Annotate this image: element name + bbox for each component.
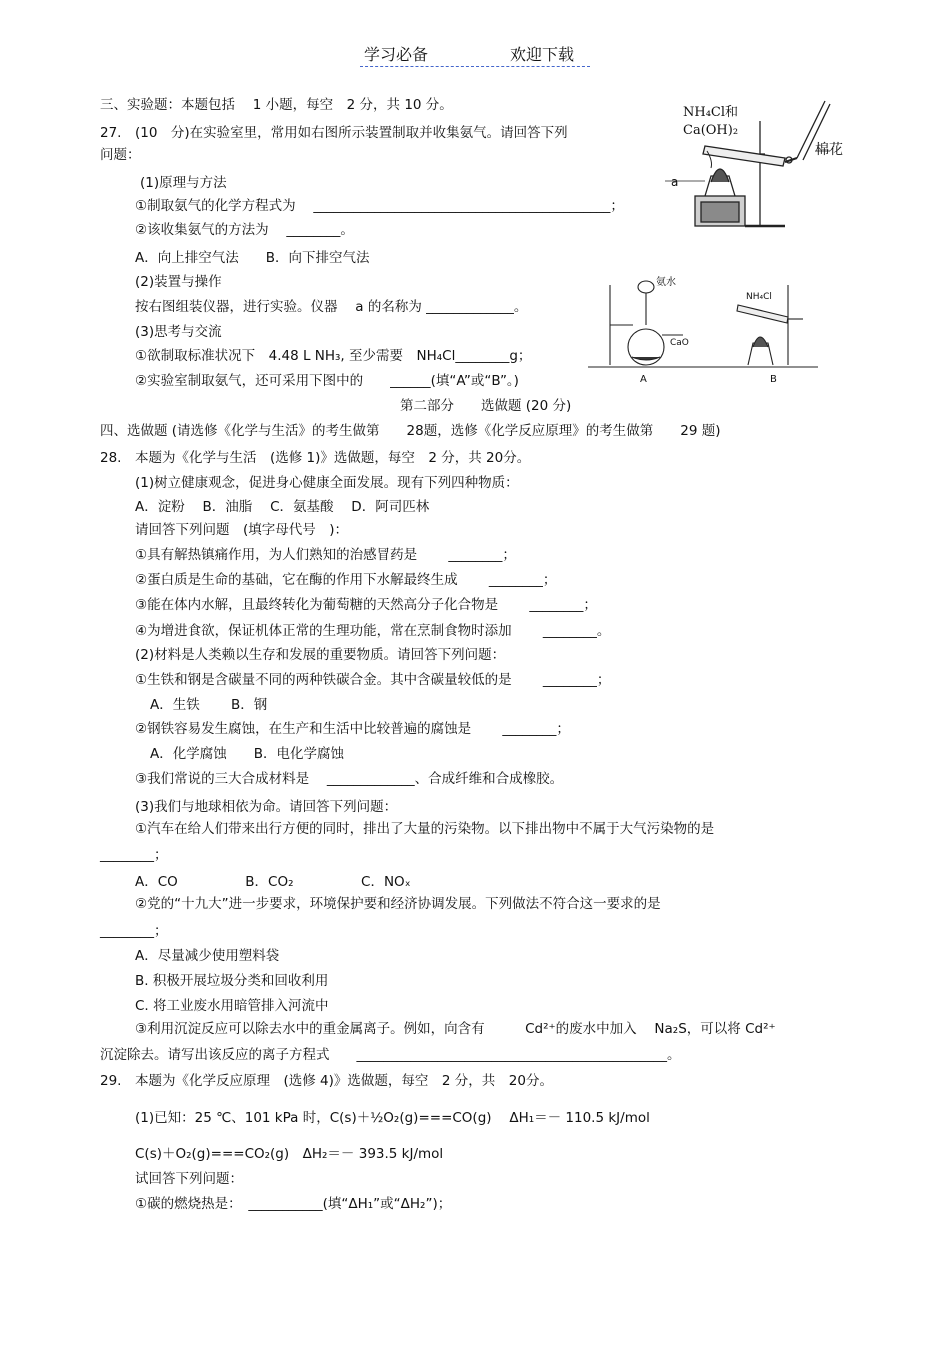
text-line: ④为增进食欲，保证机体正常的生理功能，常在烹制食物时添加 ________。 — [135, 623, 611, 639]
text-line: ②钢铁容易发生腐蚀，在生产和生活中比较普遍的腐蚀是 ________； — [135, 721, 570, 737]
text-line: (1)已知：25 ℃、101 kPa 时，C(s)＋½O₂(g)===CO(g) ΔH₁＝－ 110.5 kJ/mol — [135, 1110, 650, 1126]
fig2-cao-label: CaO — [670, 338, 689, 348]
fig1-label-a: a — [671, 175, 679, 189]
text-line: A．CO B．CO₂ C．NOₓ — [135, 874, 411, 890]
text-line: A．淀粉 B．油脂 C．氨基酸 D．阿司匹林 — [135, 499, 430, 515]
text-line: ①具有解热镇痛作用，为人们熟知的治感冒药是 ________； — [135, 547, 516, 563]
text-line: 沉淀除去。请写出该反应的离子方程式 ______________________________________________。 — [100, 1047, 681, 1063]
fig1-reagent-line1: NH₄Cl和 — [683, 105, 739, 120]
text-line: 问题： — [100, 147, 141, 163]
page-header — [360, 42, 590, 67]
fig2-nh4cl-label: NH₄Cl — [746, 292, 772, 302]
fig1-reagent-line2: Ca(OH)₂ — [683, 123, 739, 138]
text-line: 三、实验题：本题包括 1 小题，每空 2 分，共 10 分。 — [100, 97, 453, 113]
text-line: (3)我们与地球相依为命。请回答下列问题： — [135, 799, 398, 815]
fig2-label-B: B — [770, 374, 777, 385]
text-line: C(s)＋O₂(g)===CO₂(g) ΔH₂＝－ 393.5 kJ/mol — [135, 1146, 444, 1162]
header-left: 学习必备 — [364, 45, 429, 64]
text-line: (2)装置与操作 — [135, 274, 222, 290]
text-line: 27. (10 分)在实验室里，常用如右图所示装置制取并收集氨气。请回答下列 — [100, 125, 568, 141]
text-line: (1)树立健康观念，促进身心健康全面发展。现有下列四种物质： — [135, 475, 519, 491]
apparatus-figure-1 — [665, 96, 855, 236]
text-line: (1)原理与方法 — [140, 175, 227, 191]
text-line: 四、选做题 (请选修《化学与生活》的考生做第 28题，选修《化学反应原理》的考生做第 29 题) — [100, 423, 721, 439]
text-line: 试回答下列问题： — [135, 1171, 243, 1187]
text-line: A．生铁 B．钢 — [150, 697, 268, 713]
text-line: A．化学腐蚀 B．电化学腐蚀 — [150, 746, 344, 762]
text-line: ①碳的燃烧热是： ___________(填“ΔH₁”或“ΔH₂”)； — [135, 1196, 452, 1212]
text-line: ②实验室制取氨气，还可采用下图中的 ______(填“A”或“B”。) — [135, 373, 519, 389]
text-line: ①汽车在给人们带来出行方便的同时，排出了大量的污染物。以下排出物中不属于大气污染物的是 — [135, 821, 715, 837]
text-line: ________； — [100, 847, 168, 863]
text-line: ②蛋白质是生命的基础，它在酶的作用下水解最终生成 ________； — [135, 572, 557, 588]
fig2-label-A: A — [640, 374, 647, 385]
text-line: ③我们常说的三大合成材料是 _____________、合成纤维和合成橡胶。 — [135, 771, 564, 787]
text-line: 28. 本题为《化学与生活 (选修 1)》选做题，每空 2 分，共 20分。 — [100, 450, 531, 466]
text-line: ①生铁和钢是含碳量不同的两种铁碳合金。其中含碳量较低的是 ________； — [135, 672, 611, 688]
text-line: 第二部分 选做题 (20 分) — [400, 398, 572, 414]
text-line: A．向上排空气法 B．向下排空气法 — [135, 250, 370, 266]
text-line: ①制取氨气的化学方程式为 ____________________________________________； — [135, 198, 624, 214]
text-line: ②党的“十九大”进一步要求，环境保护要和经济协调发展。下列做法不符合这一要求的是 — [135, 896, 661, 912]
apparatus-figure-2 — [588, 265, 818, 390]
text-line: (3)思考与交流 — [135, 324, 222, 340]
text-line: 请回答下列问题 (填字母代号 )： — [135, 522, 349, 538]
text-line: 29. 本题为《化学反应原理 (选修 4)》选做题，每空 2 分，共 20分。 — [100, 1073, 553, 1089]
text-line: ________； — [100, 923, 168, 939]
text-line: ③能在体内水解，且最终转化为葡萄糖的天然高分子化合物是 ________； — [135, 597, 597, 613]
header-right: 欢迎下载 — [510, 45, 575, 64]
text-line: 按右图组装仪器，进行实验。仪器 a 的名称为 _____________。 — [135, 299, 528, 315]
text-line: (2)材料是人类赖以生存和发展的重要物质。请回答下列问题： — [135, 647, 506, 663]
text-line: ①欲制取标准状况下 4.48 L NH₃, 至少需要 NH₄Cl________g； — [135, 348, 532, 364]
text-line: B. 积极开展垃圾分类和回收利用 — [135, 973, 329, 989]
text-line: C. 将工业废水用暗管排入河流中 — [135, 998, 329, 1014]
text-line: ③利用沉淀反应可以除去水中的重金属离子。例如，向含有 Cd²⁺的废水中加入 Na₂S，可以将 Cd²⁺ — [135, 1021, 776, 1037]
text-line: ②该收集氨气的方法为 ________。 — [135, 222, 354, 238]
text-line: A．尽量减少使用塑料袋 — [135, 948, 280, 964]
fig1-cotton-label: 棉花 — [815, 142, 843, 158]
fig2-ammonia-label: 氨水 — [656, 277, 676, 288]
